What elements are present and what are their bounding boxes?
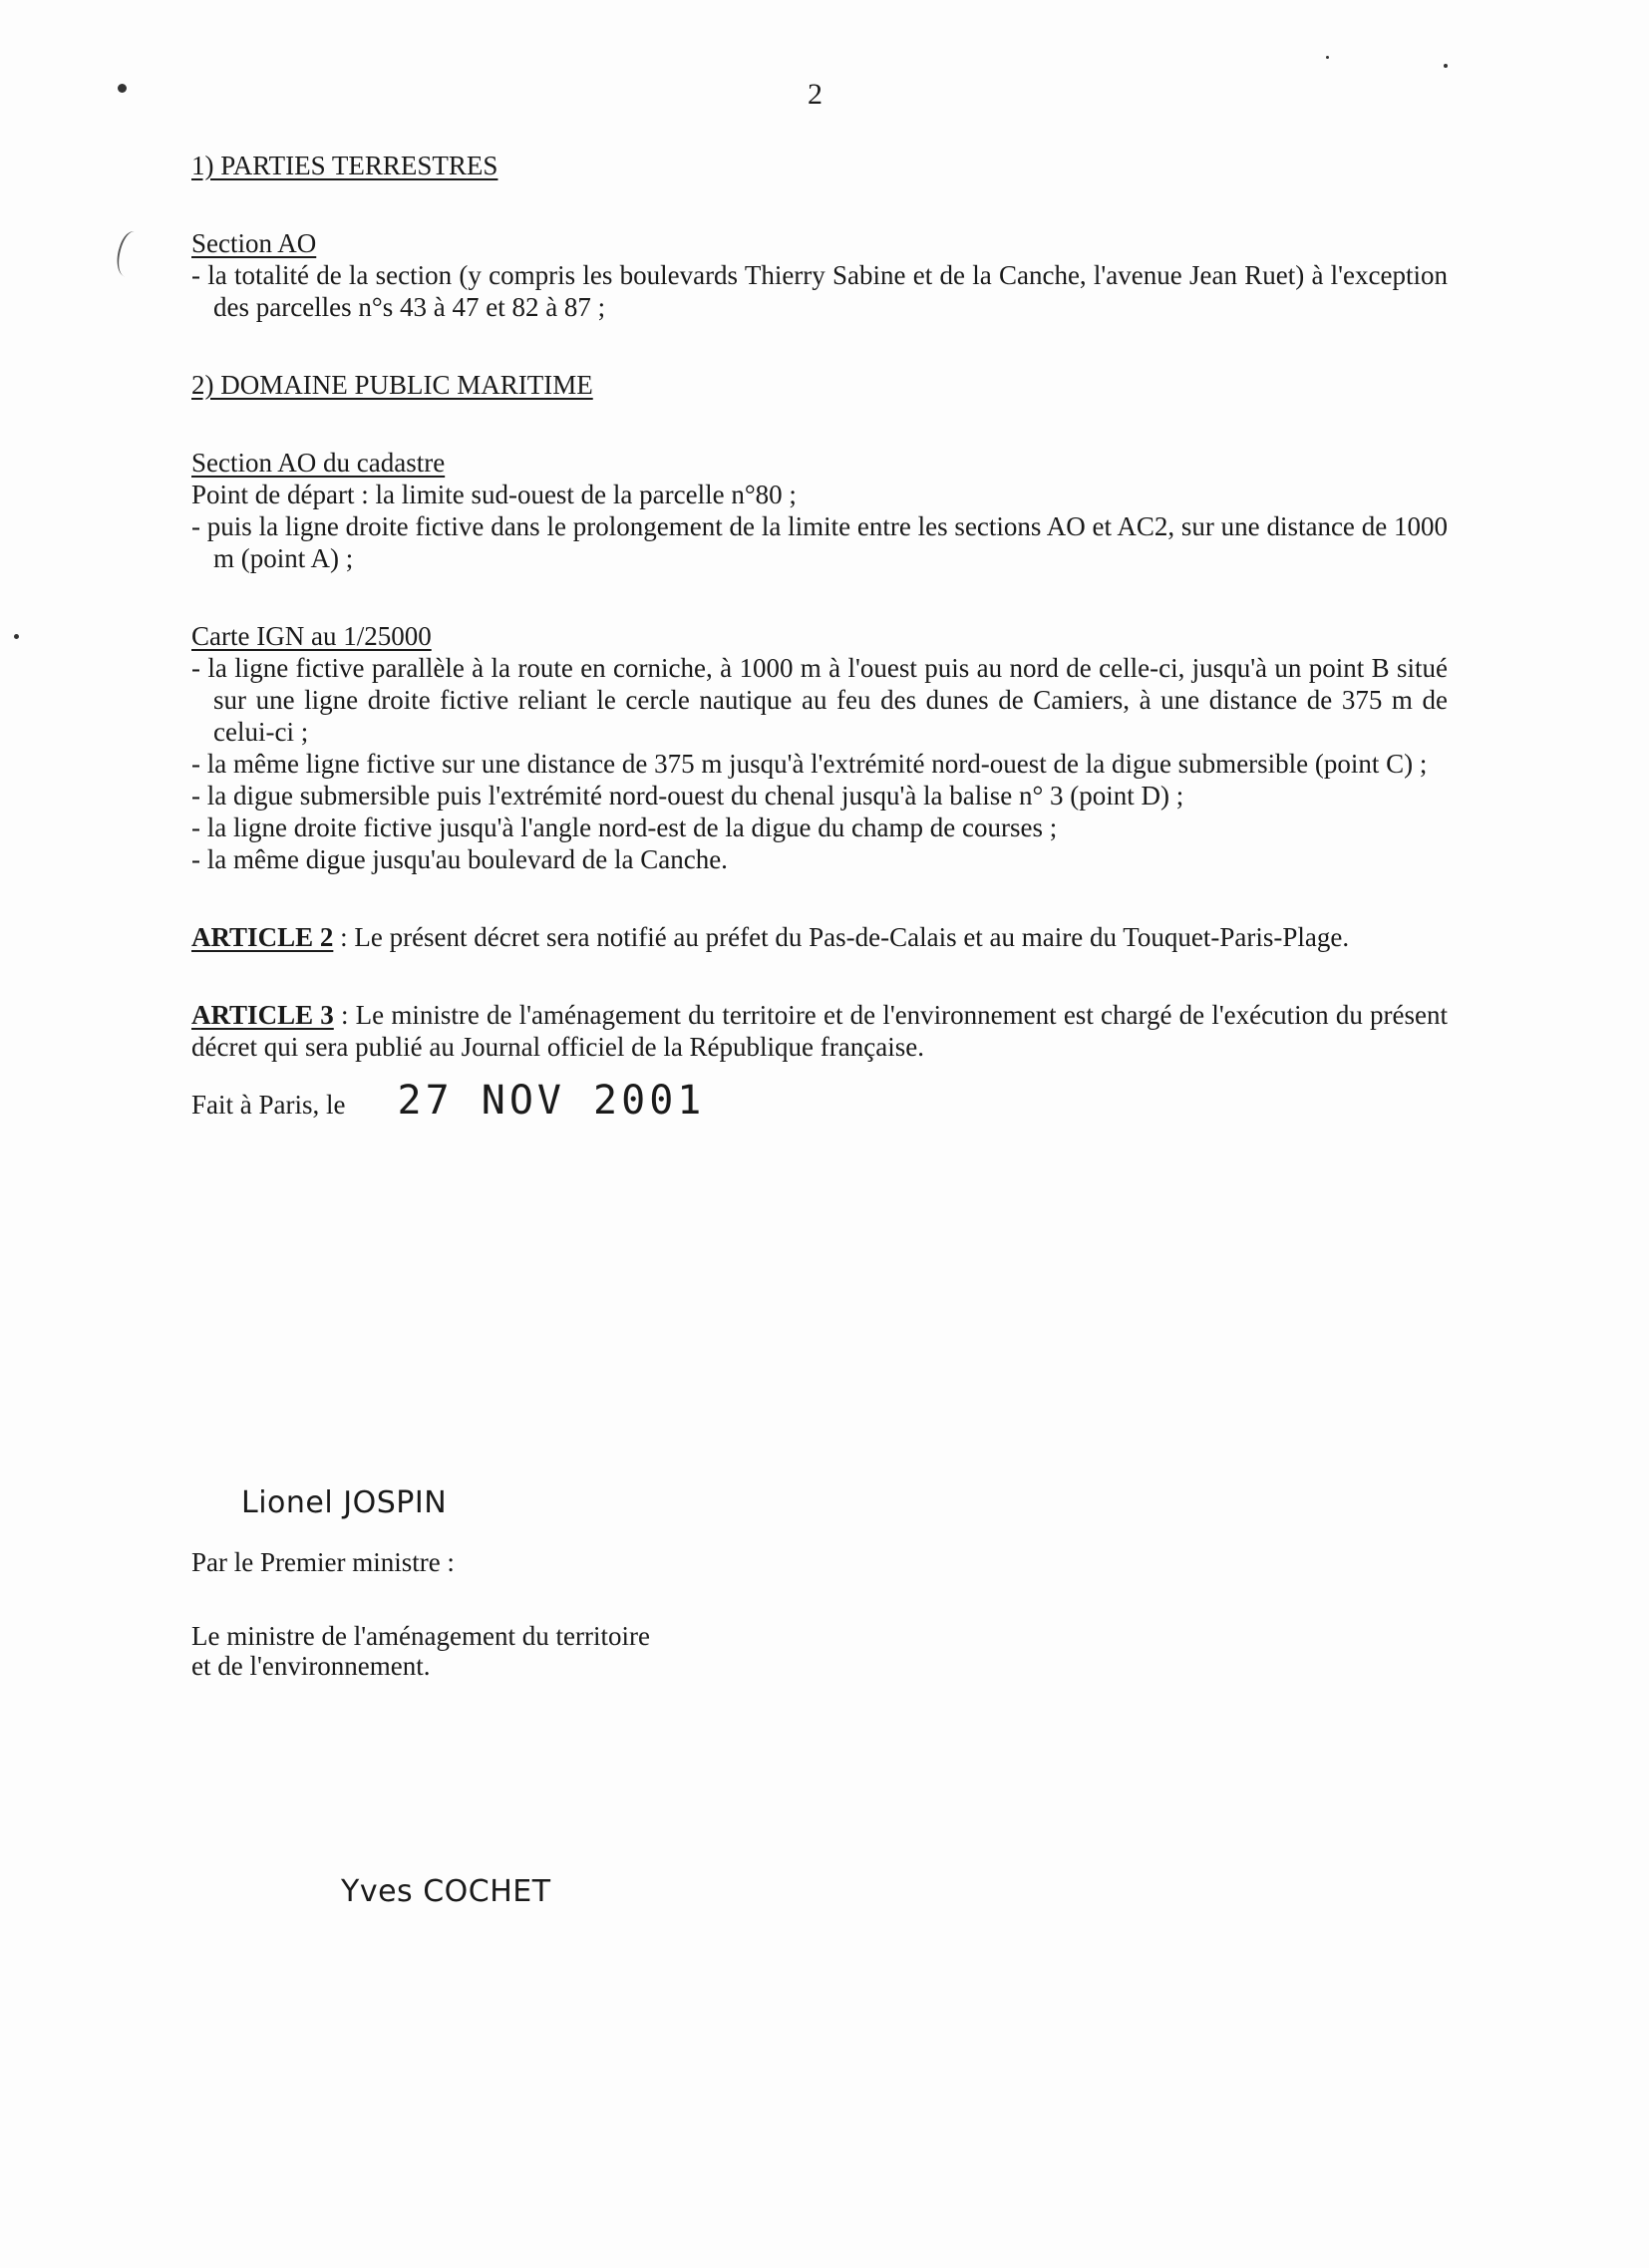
list-item: - la totalité de la section (y compris les boulevards Thierry Sabine et de la Canche, l'avenue Jean Ruet) à l'exception des parcelles n°s 43 à 47 et 82 à 87 ; (191, 260, 1448, 322)
date-stamp: 27 NOV 2001 (397, 1078, 706, 1124)
scan-speck (14, 634, 19, 639)
article-2-label: ARTICLE 2 (191, 922, 334, 952)
scan-speck (1326, 56, 1329, 59)
date-prefix: Fait à Paris, le (191, 1090, 346, 1120)
margin-pen-mark (111, 228, 148, 279)
minister-name: Yves COCHET (341, 1874, 551, 1909)
list-item: - la ligne droite fictive jusqu'à l'angle nord-est de la digue du champ de courses ; (191, 812, 1058, 842)
subheading-cadastre: Section AO du cadastre (191, 448, 446, 478)
by-line: Par le Premier ministre : (191, 1547, 455, 1577)
list-item: - la ligne fictive parallèle à la route en corniche, à 1000 m à l'ouest puis au nord de celle-ci, jusqu'à un point B situé sur une ligne droite fictive reliant le cercle nautique au feu des dunes de Camiers, à une distance de 375 m de celui-ci ; (191, 653, 1448, 747)
start-point-line: Point de départ : la limite sud-ouest de la parcelle n°80 ; (191, 480, 797, 509)
minister-title (191, 1621, 650, 1681)
article-3 (191, 999, 1448, 1063)
list-item: - la même ligne fictive sur une distance de 375 m jusqu'à l'extrémité nord-ouest de la digue submersible (point C) ; (191, 749, 1428, 779)
page-number: 2 (808, 78, 823, 111)
article-2 (191, 921, 1448, 953)
minister-title-line-1: Le ministre de l'aménagement du territoire (191, 1621, 650, 1651)
minister-title-line-2: et de l'environnement. (191, 1651, 431, 1681)
document-body (191, 150, 1448, 1124)
prime-minister-name: Lionel JOSPIN (241, 1485, 448, 1520)
date-line (191, 1078, 1448, 1124)
list-item: - la digue submersible puis l'extrémité nord-ouest du chenal jusqu'à la balise n° 3 (point D) ; (191, 781, 1184, 810)
ign-block (191, 620, 1448, 875)
subheading-ign: Carte IGN au 1/25000 (191, 621, 432, 651)
list-item: - puis la ligne droite fictive dans le prolongement de la limite entre les sections AO et AC2, sur une distance de 1000 m (point A) ; (191, 511, 1448, 573)
subheading-section-ao: Section AO (191, 228, 317, 258)
article-3-text: : Le ministre de l'aménagement du territoire et de l'environnement est chargé de l'exécution du présent décret qui sera publié au Journal officiel de la République française. (191, 1000, 1448, 1062)
section-heading-maritime: 2) DOMAINE PUBLIC MARITIME (191, 370, 593, 400)
section-ao-block (191, 227, 1448, 323)
article-3-label: ARTICLE 3 (191, 1000, 334, 1030)
cadastre-block (191, 447, 1448, 574)
scan-speck (1444, 64, 1448, 68)
scan-speck (118, 84, 127, 93)
article-2-text: : Le présent décret sera notifié au préfet du Pas-de-Calais et au maire du Touquet-Paris-Plage. (333, 922, 1350, 952)
section-heading-terrestres: 1) PARTIES TERRESTRES (191, 151, 498, 180)
list-item: - la même digue jusqu'au boulevard de la Canche. (191, 844, 728, 874)
